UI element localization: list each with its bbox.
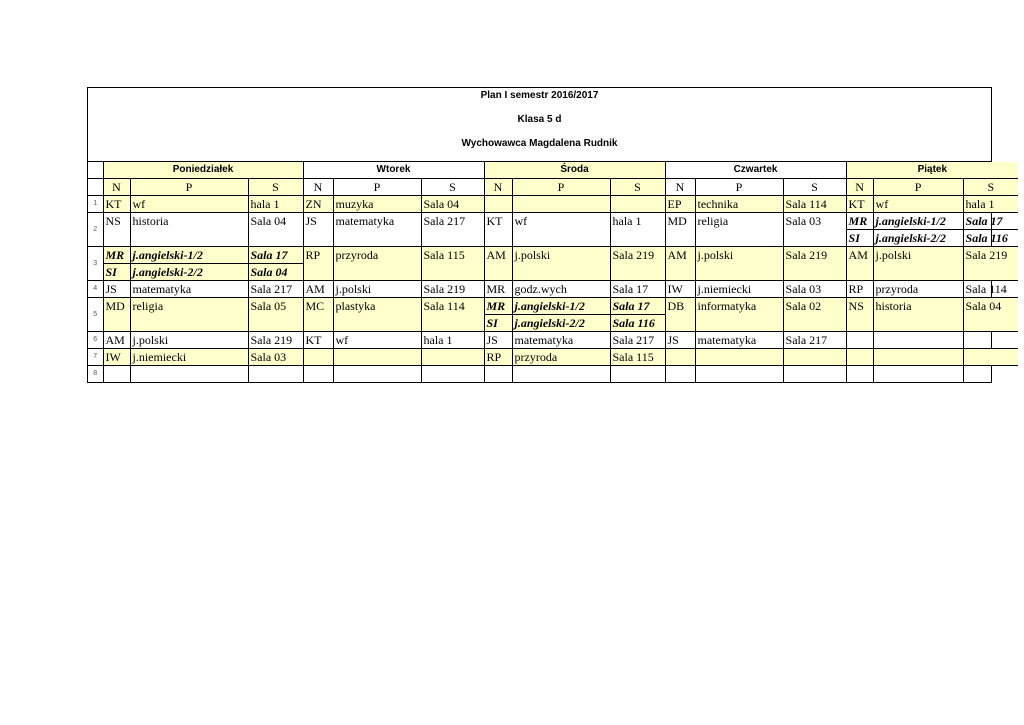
subject-cell: j.angielski-2/2 bbox=[512, 315, 610, 332]
col-header-p: P bbox=[512, 179, 610, 196]
subject-cell: historia bbox=[130, 213, 248, 247]
room-cell bbox=[783, 366, 846, 383]
subject-cell: informatyka bbox=[695, 298, 783, 332]
col-header-s: S bbox=[421, 179, 484, 196]
room-cell: Sala 04 bbox=[248, 213, 303, 247]
subject-cell bbox=[333, 349, 421, 366]
room-cell: hala 1 bbox=[963, 196, 1018, 213]
room-cell: Sala 17 bbox=[610, 281, 665, 298]
room-cell: Sala 04 bbox=[963, 298, 1018, 332]
teacher-cell bbox=[103, 366, 130, 383]
subject-cell bbox=[130, 366, 248, 383]
subject-cell: j.angielski-1/2 bbox=[873, 213, 963, 230]
teacher-cell bbox=[484, 366, 512, 383]
subject-cell bbox=[695, 349, 783, 366]
teacher-cell: AM bbox=[484, 247, 512, 281]
subject-cell: plastyka bbox=[333, 298, 421, 332]
room-cell bbox=[421, 349, 484, 366]
room-cell: Sala 116 bbox=[610, 315, 665, 332]
room-cell: Sala 217 bbox=[248, 281, 303, 298]
lesson-number: 3 bbox=[88, 247, 103, 281]
day-header-monday: Poniedziałek bbox=[103, 162, 303, 179]
col-header-s: S bbox=[963, 179, 1018, 196]
room-cell bbox=[963, 349, 1018, 366]
lesson-number: 4 bbox=[88, 281, 103, 298]
col-header-n: N bbox=[103, 179, 130, 196]
room-cell: Sala 02 bbox=[783, 298, 846, 332]
room-cell: Sala 03 bbox=[783, 213, 846, 247]
lesson-row-2 bbox=[88, 213, 1018, 230]
room-cell bbox=[963, 332, 1018, 349]
subject-cell: j.angielski-2/2 bbox=[873, 230, 963, 247]
room-cell: Sala 219 bbox=[963, 247, 1018, 281]
col-header-p: P bbox=[695, 179, 783, 196]
lesson-row-7 bbox=[88, 349, 1018, 366]
subject-cell bbox=[512, 196, 610, 213]
teacher-cell: SI bbox=[484, 315, 512, 332]
subject-cell: technika bbox=[695, 196, 783, 213]
col-header-n: N bbox=[303, 179, 333, 196]
room-cell: Sala 114 bbox=[783, 196, 846, 213]
subject-cell: przyroda bbox=[873, 281, 963, 298]
room-cell: Sala 04 bbox=[421, 196, 484, 213]
teacher-cell: RP bbox=[303, 247, 333, 281]
teacher-cell: AM bbox=[665, 247, 695, 281]
subject-cell bbox=[873, 366, 963, 383]
room-cell: Sala 217 bbox=[421, 213, 484, 247]
timetable-header bbox=[88, 88, 991, 162]
room-cell: Sala 217 bbox=[783, 332, 846, 349]
subject-cell: j.angielski-1/2 bbox=[130, 247, 248, 264]
lesson-row-6 bbox=[88, 332, 1018, 349]
teacher-cell: MC bbox=[303, 298, 333, 332]
room-cell bbox=[248, 366, 303, 383]
room-cell: hala 1 bbox=[610, 213, 665, 247]
room-cell: Sala 114 bbox=[963, 281, 1018, 298]
teacher-cell: SI bbox=[846, 230, 873, 247]
day-header-thursday: Czwartek bbox=[665, 162, 846, 179]
subject-cell: wf bbox=[512, 213, 610, 247]
subject-cell: matematyka bbox=[695, 332, 783, 349]
corner-cell bbox=[88, 162, 103, 179]
teacher-cell: IW bbox=[103, 349, 130, 366]
teacher-cell: MR bbox=[484, 281, 512, 298]
room-cell: Sala 219 bbox=[421, 281, 484, 298]
room-cell bbox=[783, 349, 846, 366]
subject-cell bbox=[873, 349, 963, 366]
teacher-cell bbox=[665, 349, 695, 366]
subject-cell: religia bbox=[695, 213, 783, 247]
teacher-cell: RP bbox=[846, 281, 873, 298]
teacher-cell bbox=[303, 366, 333, 383]
col-header-s: S bbox=[610, 179, 665, 196]
day-header-row bbox=[88, 162, 1018, 179]
subject-cell: matematyka bbox=[333, 213, 421, 247]
teacher-cell bbox=[484, 196, 512, 213]
subject-cell: j.angielski-1/2 bbox=[512, 298, 610, 315]
room-cell: Sala 17 bbox=[963, 213, 1018, 230]
subject-cell: matematyka bbox=[130, 281, 248, 298]
teacher-cell: AM bbox=[103, 332, 130, 349]
room-cell: Sala 04 bbox=[248, 264, 303, 281]
teacher-cell: NS bbox=[846, 298, 873, 332]
teacher-cell: AM bbox=[303, 281, 333, 298]
teacher-cell: DB bbox=[665, 298, 695, 332]
room-cell: Sala 219 bbox=[783, 247, 846, 281]
teacher-cell: EP bbox=[665, 196, 695, 213]
subject-cell bbox=[333, 366, 421, 383]
teacher-cell bbox=[846, 349, 873, 366]
teacher-cell bbox=[846, 366, 873, 383]
col-header-s: S bbox=[248, 179, 303, 196]
teacher-cell: KT bbox=[484, 213, 512, 247]
col-header-n: N bbox=[665, 179, 695, 196]
teacher-cell: MD bbox=[103, 298, 130, 332]
subject-cell: religia bbox=[130, 298, 248, 332]
room-cell: Sala 114 bbox=[421, 298, 484, 332]
lesson-number: 7 bbox=[88, 349, 103, 366]
teacher-cell bbox=[846, 332, 873, 349]
lesson-row-1 bbox=[88, 196, 1018, 213]
col-header-s: S bbox=[783, 179, 846, 196]
teacher-cell: JS bbox=[303, 213, 333, 247]
class-teacher: Wychowawca Magdalena Rudnik bbox=[461, 138, 618, 149]
teacher-cell: IW bbox=[665, 281, 695, 298]
teacher-cell: MR bbox=[846, 213, 873, 230]
subject-cell: wf bbox=[333, 332, 421, 349]
col-header-n: N bbox=[484, 179, 512, 196]
subject-cell bbox=[873, 332, 963, 349]
lesson-number: 5 bbox=[88, 298, 103, 332]
subject-cell: j.polski bbox=[512, 247, 610, 281]
subject-cell bbox=[695, 366, 783, 383]
room-cell: Sala 17 bbox=[610, 298, 665, 315]
teacher-cell: KT bbox=[103, 196, 130, 213]
plan-title: Plan I semestr 2016/2017 bbox=[480, 90, 599, 101]
corner-cell bbox=[88, 179, 103, 196]
room-cell bbox=[421, 366, 484, 383]
lesson-row-5 bbox=[88, 298, 1018, 315]
subject-cell: wf bbox=[873, 196, 963, 213]
subject-cell bbox=[512, 366, 610, 383]
room-cell bbox=[963, 366, 1018, 383]
col-header-p: P bbox=[873, 179, 963, 196]
teacher-cell: NS bbox=[103, 213, 130, 247]
room-cell bbox=[610, 196, 665, 213]
teacher-cell: ZN bbox=[303, 196, 333, 213]
room-cell: Sala 05 bbox=[248, 298, 303, 332]
room-cell: Sala 115 bbox=[421, 247, 484, 281]
teacher-cell: JS bbox=[665, 332, 695, 349]
lesson-row-4 bbox=[88, 281, 1018, 298]
teacher-cell: KT bbox=[846, 196, 873, 213]
teacher-cell: SI bbox=[103, 264, 130, 281]
subject-cell: j.polski bbox=[695, 247, 783, 281]
room-cell: hala 1 bbox=[248, 196, 303, 213]
subject-cell: j.niemiecki bbox=[695, 281, 783, 298]
room-cell: Sala 116 bbox=[963, 230, 1018, 247]
room-cell: Sala 03 bbox=[783, 281, 846, 298]
room-cell: Sala 03 bbox=[248, 349, 303, 366]
room-cell: Sala 219 bbox=[610, 247, 665, 281]
subject-cell: muzyka bbox=[333, 196, 421, 213]
lesson-number: 1 bbox=[88, 196, 103, 213]
timetable-grid bbox=[88, 162, 1018, 382]
day-header-wednesday: Środa bbox=[484, 162, 665, 179]
teacher-cell bbox=[303, 349, 333, 366]
subject-cell: j.polski bbox=[130, 332, 248, 349]
subject-cell: j.polski bbox=[333, 281, 421, 298]
column-header-row bbox=[88, 179, 1018, 196]
teacher-cell: MR bbox=[484, 298, 512, 315]
subject-cell: historia bbox=[873, 298, 963, 332]
col-header-p: P bbox=[333, 179, 421, 196]
lesson-row-8 bbox=[88, 366, 1018, 383]
room-cell: Sala 219 bbox=[248, 332, 303, 349]
teacher-cell bbox=[665, 366, 695, 383]
room-cell: Sala 115 bbox=[610, 349, 665, 366]
col-header-p: P bbox=[130, 179, 248, 196]
lesson-number: 8 bbox=[88, 366, 103, 383]
room-cell bbox=[610, 366, 665, 383]
teacher-cell: AM bbox=[846, 247, 873, 281]
subject-cell: j.angielski-2/2 bbox=[130, 264, 248, 281]
teacher-cell: KT bbox=[303, 332, 333, 349]
teacher-cell: MR bbox=[103, 247, 130, 264]
subject-cell: j.niemiecki bbox=[130, 349, 248, 366]
day-header-tuesday: Wtorek bbox=[303, 162, 484, 179]
day-header-friday: Piątek bbox=[846, 162, 1018, 179]
teacher-cell: MD bbox=[665, 213, 695, 247]
subject-cell: godz.wych bbox=[512, 281, 610, 298]
col-header-n: N bbox=[846, 179, 873, 196]
teacher-cell: RP bbox=[484, 349, 512, 366]
subject-cell: matematyka bbox=[512, 332, 610, 349]
lesson-number: 6 bbox=[88, 332, 103, 349]
timetable-sheet bbox=[87, 87, 1008, 383]
subject-cell: wf bbox=[130, 196, 248, 213]
subject-cell: przyroda bbox=[512, 349, 610, 366]
subject-cell: przyroda bbox=[333, 247, 421, 281]
lesson-row-3 bbox=[88, 247, 1018, 264]
room-cell: Sala 17 bbox=[248, 247, 303, 264]
teacher-cell: JS bbox=[103, 281, 130, 298]
room-cell: hala 1 bbox=[421, 332, 484, 349]
subject-cell: j.polski bbox=[873, 247, 963, 281]
teacher-cell: JS bbox=[484, 332, 512, 349]
lesson-number: 2 bbox=[88, 213, 103, 247]
class-name: Klasa 5 d bbox=[517, 114, 562, 125]
room-cell: Sala 217 bbox=[610, 332, 665, 349]
